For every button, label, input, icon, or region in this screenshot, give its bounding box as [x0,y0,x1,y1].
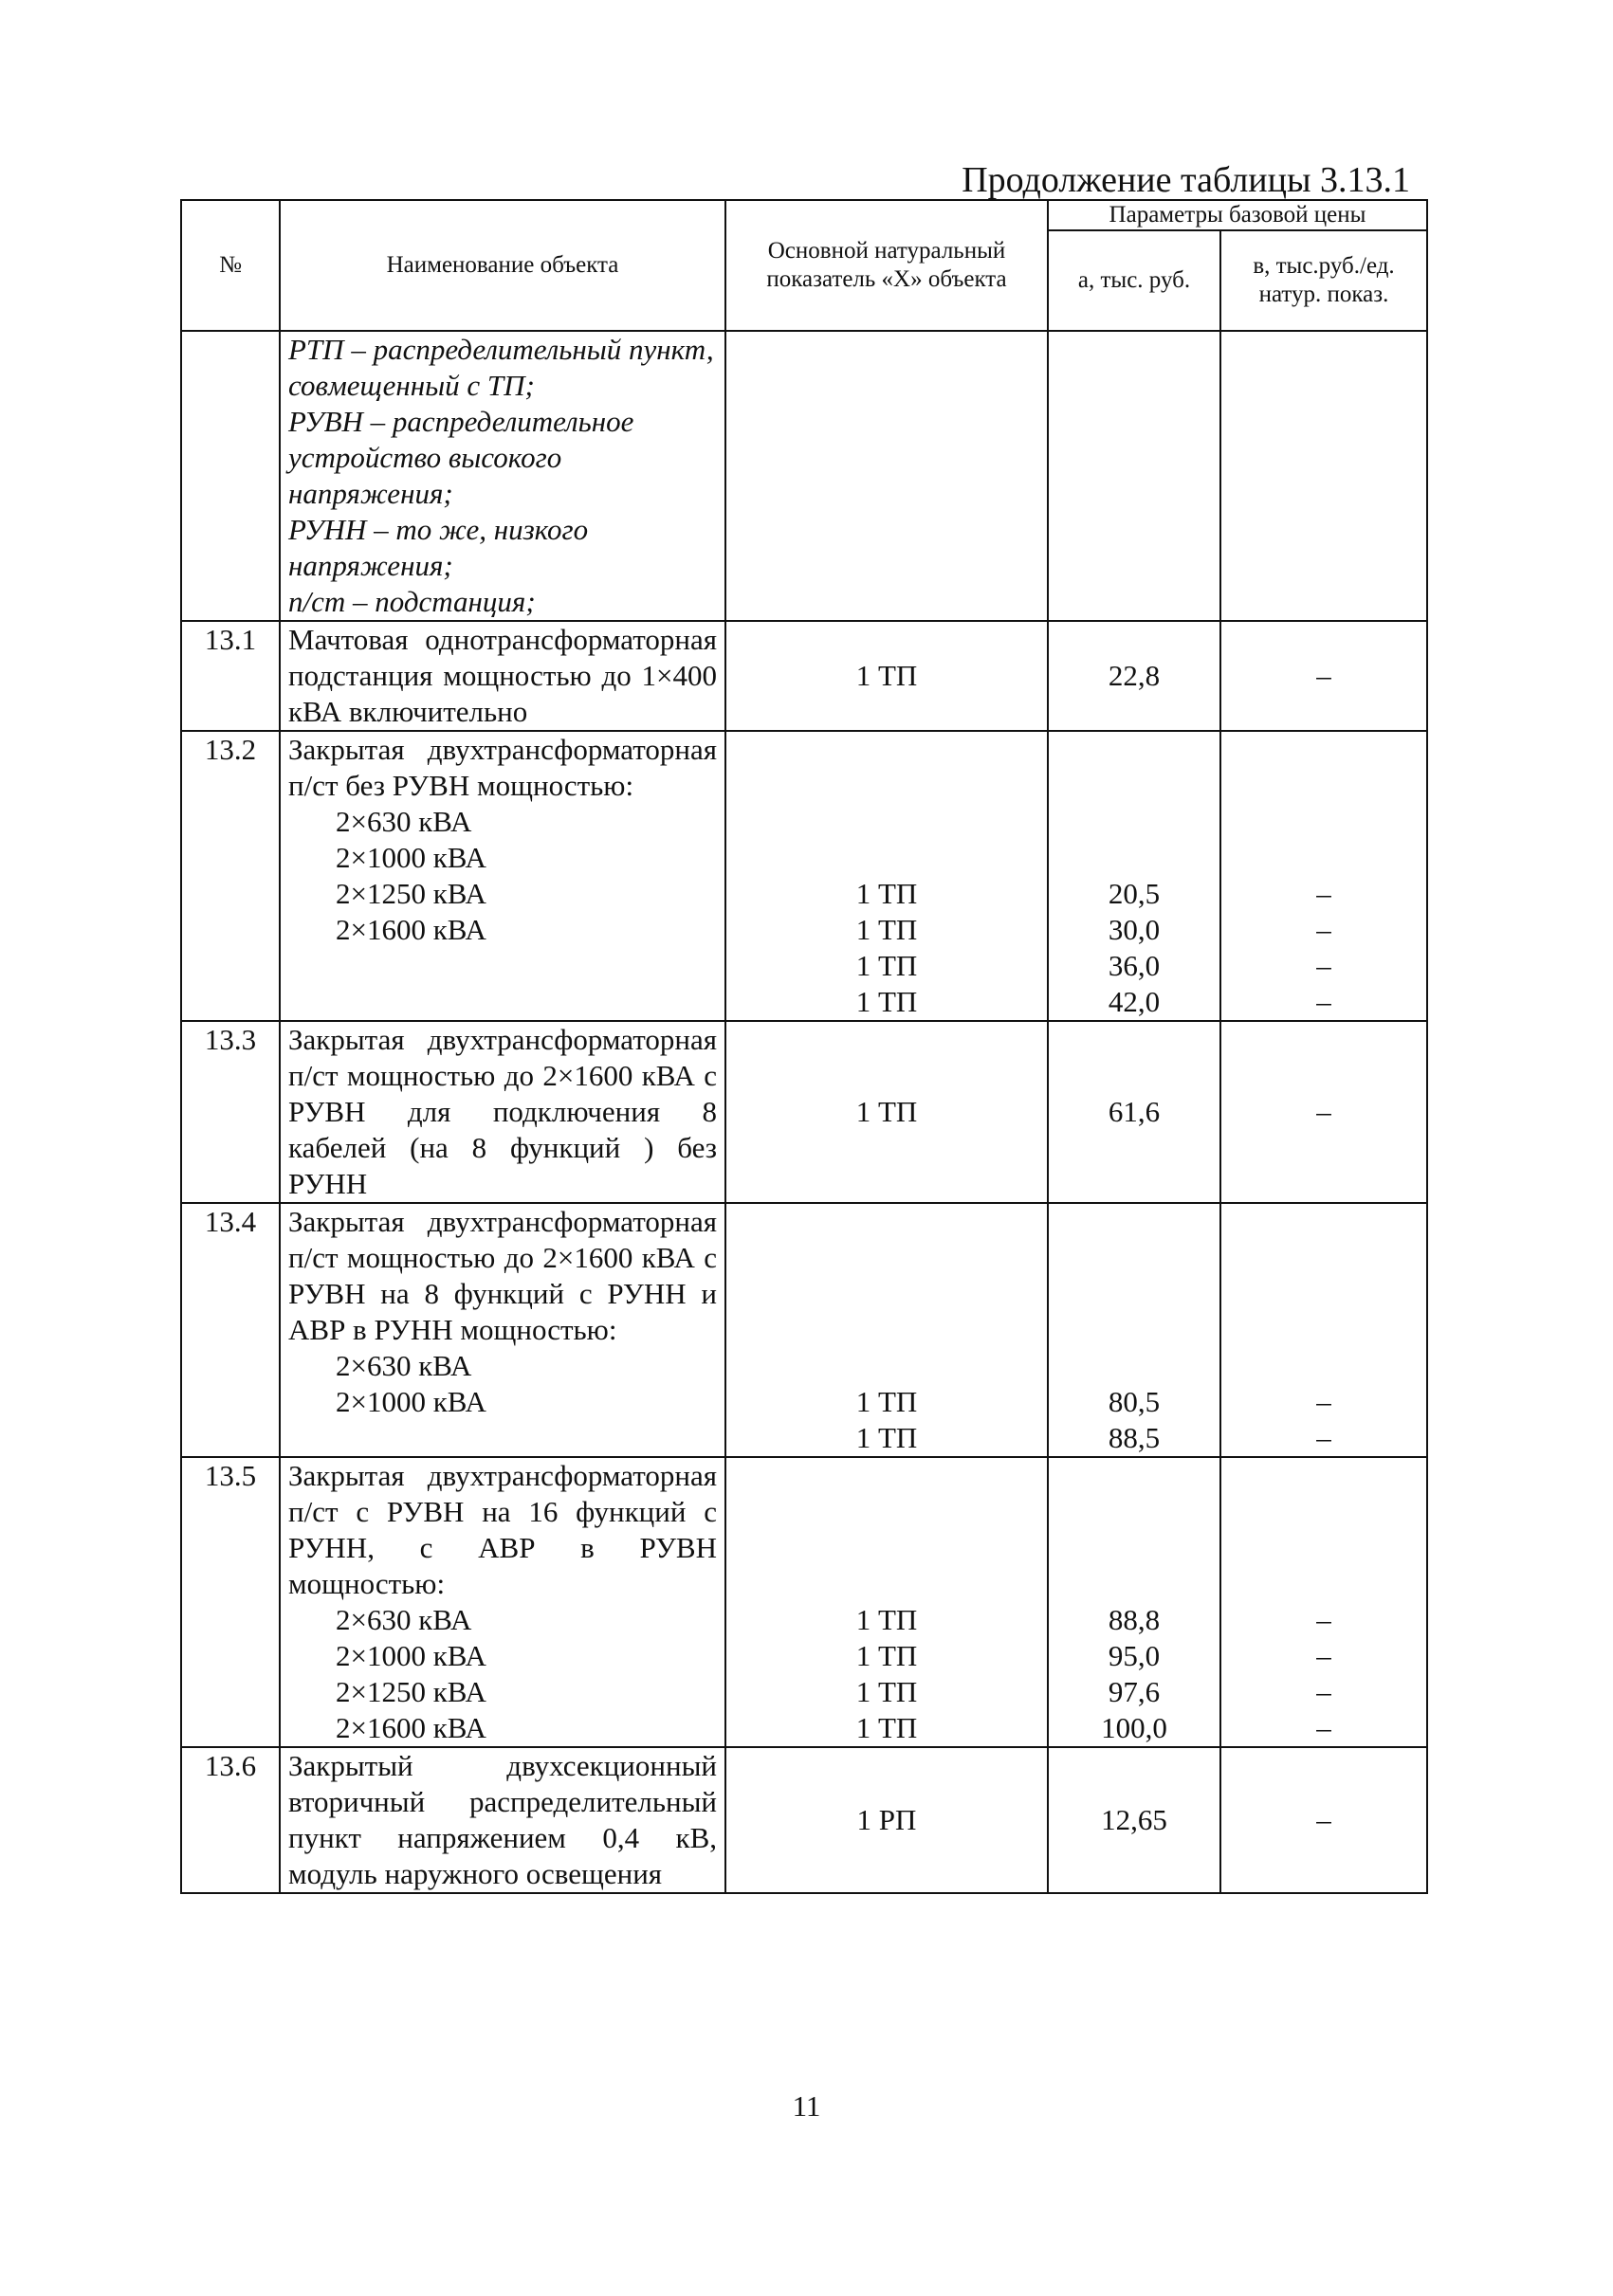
row-name: Закрытая двухтрансформаторная п/ст с РУВН на 16 функций с РУНН, с АВР в РУВН мощностью: [288,1459,717,1600]
note-pst: п/ст – подстанция; [288,585,536,618]
table-row [181,1457,1427,1747]
row-b-cell [1220,1203,1427,1457]
sub-item-b: – [1316,1711,1331,1744]
sub-item-name: 2×1000 кВА [336,841,486,874]
sub-item-indicator: 1 ТП [855,913,918,946]
sub-item-indicator: 1 ТП [855,1675,918,1708]
sub-item-a: 30,0 [1108,913,1161,946]
header-no: № [181,200,280,331]
sub-item-a: 36,0 [1108,949,1161,982]
sub-item-indicator: 1 ТП [855,985,918,1018]
sub-item-name: 2×1000 кВА [336,1639,486,1672]
sub-item-b: – [1316,877,1331,910]
row-name-cell [280,731,725,1021]
row-indicator: 1 ТП [725,1021,1048,1203]
row-name: Закрытая двухтрансформаторная п/ст без РУВН мощностью: [288,733,717,802]
sub-item-name: 2×1250 кВА [336,1675,486,1708]
sub-item-name: 2×1000 кВА [336,1385,486,1418]
sub-item-indicator: 1 ТП [855,949,918,982]
row-name-cell [280,1457,725,1747]
table-row [181,621,1427,731]
header-indicator: Основной натуральный показатель «Х» объекта [725,200,1048,331]
row-a-cell [1048,1203,1220,1457]
sub-item-name: 2×1600 кВА [336,913,486,946]
notes-b-cell [1220,331,1427,621]
price-table [180,199,1428,1894]
row-b: – [1220,1747,1427,1893]
row-b-cell [1220,1457,1427,1747]
table-row [181,1203,1427,1457]
row-b-cell [1220,731,1427,1021]
row-name: Закрытый двухсекционный вторичный распределительный пункт напряжением 0,4 кВ, модуль наружного освещения [280,1747,725,1893]
row-name: Закрытая двухтрансформаторная п/ст мощностью до 2×1600 кВА с РУВН для подключения 8 кабелей (на 8 функций ) без РУНН [280,1021,725,1203]
sub-item-b: – [1316,985,1331,1018]
note-rtp: РТП – распределительный пункт, совмещенный с ТП; [288,333,714,402]
row-no: 13.3 [181,1021,280,1203]
note-runn: РУНН – то же, низкого напряжения; [288,513,589,582]
row-no: 13.5 [181,1457,280,1747]
row-no: 13.4 [181,1203,280,1457]
sub-item-a: 100,0 [1101,1711,1167,1744]
row-indicator-cell [725,1457,1048,1747]
row-b: – [1220,1021,1427,1203]
row-indicator: 1 ТП [725,621,1048,731]
row-a-cell [1048,1457,1220,1747]
page-number: 11 [792,2089,821,2123]
table-caption: Продолжение таблицы 3.13.1 [962,160,1410,200]
sub-item-name: 2×630 кВА [336,1349,472,1382]
sub-item-indicator: 1 ТП [855,1421,918,1454]
sub-item-name: 2×1600 кВА [336,1711,486,1744]
sub-item-b: – [1316,913,1331,946]
notes-row [181,331,1427,621]
row-a-cell [1048,731,1220,1021]
header-name: Наименование объекта [280,200,725,331]
row-b: – [1220,621,1427,731]
table-row [181,1021,1427,1203]
row-indicator-cell [725,731,1048,1021]
notes-x-cell [725,331,1048,621]
sub-item-a: 80,5 [1108,1385,1161,1418]
row-no: 13.6 [181,1747,280,1893]
row-indicator-cell [725,1203,1048,1457]
row-a: 61,6 [1048,1021,1220,1203]
row-no: 13.1 [181,621,280,731]
table-row [181,1747,1427,1893]
row-name: Мачтовая однотрансформаторная подстанция мощностью до 1×400 кВА включительно [280,621,725,731]
sub-item-b: – [1316,1603,1331,1636]
sub-item-name: 2×630 кВА [336,805,472,838]
sub-item-indicator: 1 ТП [855,877,918,910]
sub-item-a: 42,0 [1108,985,1161,1018]
sub-item-name: 2×1250 кВА [336,877,486,910]
row-name-cell [280,1203,725,1457]
notes-no-cell [181,331,280,621]
row-a: 22,8 [1048,621,1220,731]
header-b: в, тыс.руб./ед. натур. показ. [1220,230,1427,331]
table-row [181,731,1427,1021]
sub-item-a: 88,8 [1108,1603,1161,1636]
row-a: 12,65 [1048,1747,1220,1893]
sub-item-indicator: 1 ТП [855,1385,918,1418]
row-no: 13.2 [181,731,280,1021]
sub-item-indicator: 1 ТП [855,1603,918,1636]
sub-item-indicator: 1 ТП [855,1639,918,1672]
sub-item-b: – [1316,1385,1331,1418]
sub-item-b: – [1316,1639,1331,1672]
row-indicator: 1 РП [725,1747,1048,1893]
note-ruvn: РУВН – распределительное устройство высокого напряжения; [288,405,634,510]
sub-item-b: – [1316,1421,1331,1454]
sub-item-b: – [1316,1675,1331,1708]
sub-item-a: 97,6 [1108,1675,1161,1708]
notes-a-cell [1048,331,1220,621]
sub-item-a: 20,5 [1108,877,1161,910]
sub-item-a: 95,0 [1108,1639,1161,1672]
notes-cell [280,331,725,621]
row-name: Закрытая двухтрансформаторная п/ст мощностью до 2×1600 кВА с РУВН на 8 функций с РУНН и АВР в РУНН мощностью: [288,1205,717,1346]
header-params: Параметры базовой цены [1048,200,1427,230]
header-a: а, тыс. руб. [1048,230,1220,331]
sub-item-indicator: 1 ТП [855,1711,918,1744]
sub-item-a: 88,5 [1108,1421,1161,1454]
sub-item-name: 2×630 кВА [336,1603,472,1636]
sub-item-b: – [1316,949,1331,982]
